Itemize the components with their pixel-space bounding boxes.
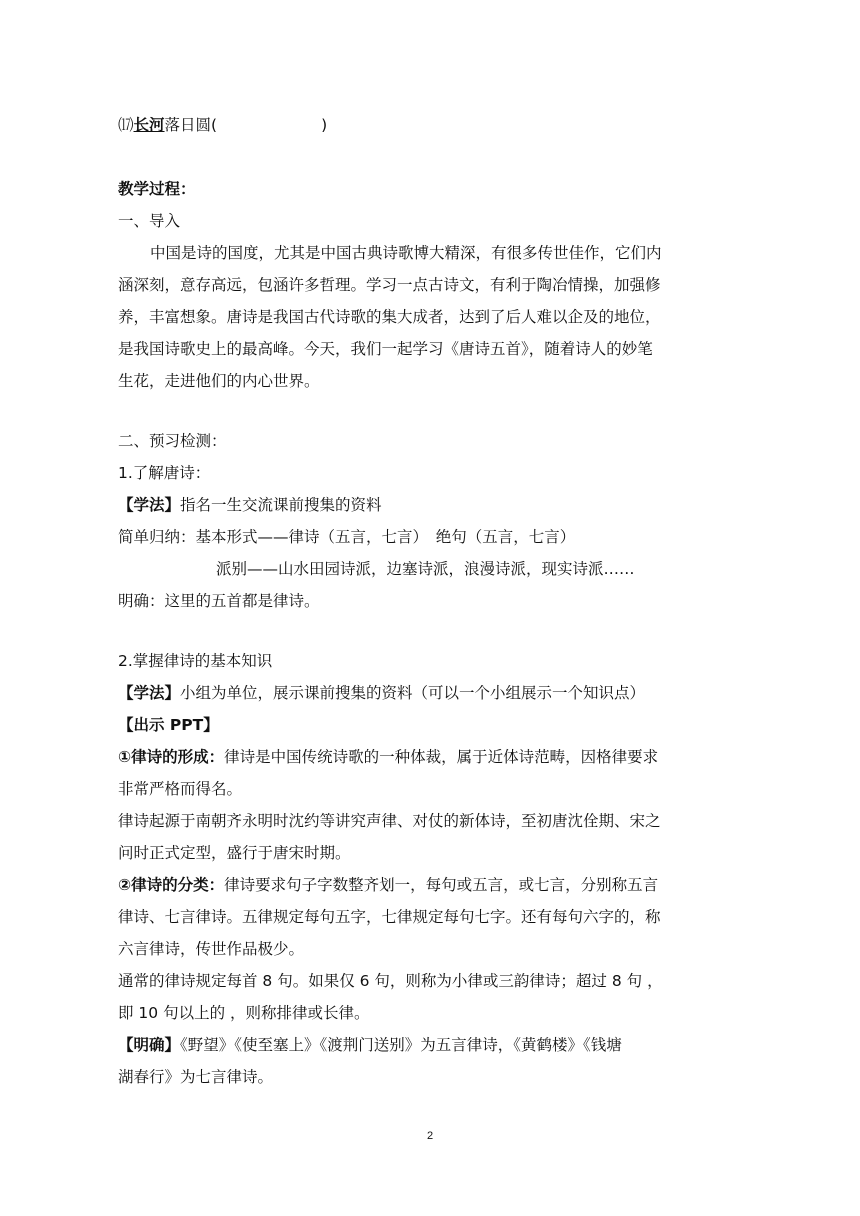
xuefa-1-tag: 【学法】 xyxy=(118,496,181,514)
page-number: 2 xyxy=(426,1130,434,1142)
point-1-line-1 xyxy=(118,746,738,768)
mingque-2-tag: 【明确】 xyxy=(118,1036,181,1054)
xuefa-1-text: 指名一生交流课前搜集的资料 xyxy=(180,496,382,514)
paren-open: ( xyxy=(211,116,218,134)
intro-line-4: 是我国诗歌史上的最高峰。今天，我们一起学习《唐诗五首》，随着诗人的妙笔 xyxy=(118,340,653,358)
xuefa-2 xyxy=(118,682,738,704)
paren-close: ) xyxy=(321,116,328,134)
point-1-line-3: 律诗起源于南朝齐永明时沈约等讲究声律、对仗的新体诗，至初唐沈佺期、宋之 xyxy=(118,812,661,830)
mingque-2-line-1 xyxy=(118,1034,738,1056)
underlined-word: 长河 xyxy=(133,116,165,134)
point-1-text: 律诗是中国传统诗歌的一种体裁，属于近体诗范畴，因格律要求 xyxy=(224,748,659,766)
point-2-line-2: 律诗、七言律诗。五律规定每句五字，七律规定每句七字。还有每句六字的，称 xyxy=(118,908,661,926)
xuefa-2-tag: 【学法】 xyxy=(118,684,181,702)
question-number: ⒄ xyxy=(118,116,134,134)
point-1-line-2: 非常严格而得名。 xyxy=(118,780,243,798)
question-text: 落日圆 xyxy=(164,116,212,134)
point-2-line-4: 通常的律诗规定每首 8 句。如果仅 6 句，则称为小律或三韵律诗；超过 8 句 ， xyxy=(118,972,663,990)
preview-heading: 二、预习检测： xyxy=(118,432,227,450)
mingque-1: 明确：这里的五首都是律诗。 xyxy=(118,592,320,610)
xuefa-1 xyxy=(118,494,738,516)
summary-line-1: 简单归纳：基本形式——律诗（五言，七言） 绝句（五言，七言） xyxy=(118,528,576,546)
mingque-2-line-2: 湖春行》为七言律诗。 xyxy=(118,1068,274,1086)
point-2-line-1 xyxy=(118,874,738,896)
intro-line-5: 生花，走进他们的内心世界。 xyxy=(118,372,320,390)
mingque-2-text: 《野望》《使至塞上》《渡荆门送别》为五言律诗，《黄鹤楼》《钱塘 xyxy=(180,1036,622,1054)
summary-line-2: 派别——山水田园诗派，边塞诗派，浪漫诗派，现实诗派…… xyxy=(216,560,635,578)
question-17 xyxy=(118,114,738,136)
point-2-tag: ②律诗的分类： xyxy=(118,876,225,894)
section-title: 教学过程： xyxy=(118,180,196,198)
ppt-tag: 【出示 PPT】 xyxy=(118,716,219,734)
intro-line-1: 中国是诗的国度，尤其是中国古典诗歌博大精深，有很多传世佳作，它们内 xyxy=(150,244,662,262)
intro-heading: 一、导入 xyxy=(118,212,181,230)
point-2-text: 律诗要求句子字数整齐划一，每句或五言，或七言，分别称五言 xyxy=(224,876,659,894)
intro-line-2: 涵深刻，意存高远，包涵许多哲理。学习一点古诗文，有利于陶冶情操，加强修 xyxy=(118,276,661,294)
xuefa-2-text: 小组为单位，展示课前搜集的资料（可以一个小组展示一个知识点） xyxy=(180,684,646,702)
point-2-line-3: 六言律诗，传世作品极少。 xyxy=(118,940,305,958)
point-2-line-5: 即 10 句以上的 ，则称排律或长律。 xyxy=(118,1004,370,1022)
preview-sub-2: 2.掌握律诗的基本知识 xyxy=(118,652,273,670)
point-1-tag: ①律诗的形成： xyxy=(118,748,225,766)
point-1-line-4: 问时正式定型，盛行于唐宋时期。 xyxy=(118,844,351,862)
intro-line-3: 养，丰富想象。唐诗是我国古代诗歌的集大成者，达到了后人难以企及的地位， xyxy=(118,308,661,326)
preview-sub-1: 1.了解唐诗： xyxy=(118,464,211,482)
